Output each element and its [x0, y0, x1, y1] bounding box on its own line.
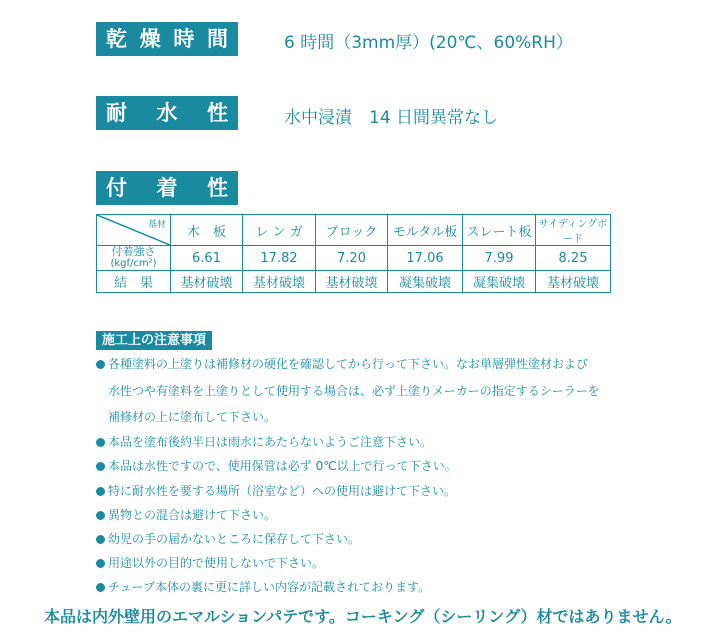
- list-item: [96, 530, 360, 547]
- table-header-row: [97, 215, 611, 246]
- row-label-strength: [97, 246, 171, 271]
- header-cell: レ ン ガ: [243, 215, 316, 246]
- label-char: 性: [207, 176, 228, 200]
- note-text: 異物との混合は避けて下さい。: [108, 508, 277, 522]
- bullet-icon: [96, 360, 105, 369]
- header-cell: ブロック: [316, 215, 388, 246]
- note-text: 水性つや有塗料を上塗りとして使用する場合は、必ず上塗りメーカーの指定するシーラーを: [108, 384, 600, 398]
- adhesion-table: [96, 214, 611, 293]
- bullet-icon: [96, 487, 105, 496]
- table-cell: 6.61: [171, 246, 243, 271]
- notes-title: 施工上の注意事項: [96, 331, 212, 350]
- bullet-icon: [96, 559, 105, 568]
- label-char: 時: [173, 27, 195, 51]
- list-item: [96, 433, 432, 450]
- list-item: [96, 457, 457, 474]
- note-text: 本品を塗布後約半日は雨水にあたらないようご注意下さい。: [108, 435, 433, 449]
- header-cell: 木 板: [171, 215, 243, 246]
- bullet-icon: [96, 535, 105, 544]
- label-char: 着: [156, 176, 178, 200]
- note-text: 用途以外の目的で使用しないで下さい。: [108, 556, 325, 570]
- table-cell: 基材破壊: [536, 271, 611, 293]
- label-char: 性: [207, 101, 228, 125]
- strength-label: 付着強さ: [111, 245, 156, 258]
- note-text: 各種塗料の上塗りは補修材の硬化を確認してから行って下さい。なお単層弾性塗材および: [108, 357, 589, 371]
- bullet-icon: [96, 462, 105, 471]
- bullet-icon: [96, 511, 105, 520]
- list-item: [96, 578, 430, 595]
- spec-label-adhesion: [96, 171, 238, 205]
- strength-unit: (kgf/cm²): [110, 258, 157, 269]
- label-char: 付: [106, 176, 127, 200]
- table-cell: 基材破壊: [316, 271, 388, 293]
- list-item: [96, 554, 324, 571]
- bullet-icon: [96, 583, 105, 592]
- list-item: [96, 355, 588, 372]
- table-cell: 7.99: [463, 246, 536, 271]
- water-resistance-value: 水中浸漬 14 日間異常なし: [284, 108, 499, 128]
- table-row-result: [97, 271, 611, 293]
- label-char: 間: [206, 27, 228, 51]
- note-text: 幼児の手の届かないところに保存して下さい。: [108, 532, 361, 546]
- row-label-result: 結 果: [97, 271, 171, 293]
- label-char: 燥: [139, 27, 161, 51]
- table-corner-cell: [97, 215, 171, 246]
- bullet-icon: [96, 438, 105, 447]
- note-text: チューブ本体の裏に更に詳しい内容が記載されております。: [108, 580, 431, 594]
- header-cell: スレート板: [463, 215, 536, 246]
- table-cell: 17.06: [388, 246, 463, 271]
- header-cell: サイディングボード: [536, 215, 611, 246]
- table-cell: 基材破壊: [171, 271, 243, 293]
- table-cell: 基材破壊: [243, 271, 316, 293]
- table-cell: 17.82: [243, 246, 316, 271]
- list-item: [96, 506, 276, 523]
- note-text: 特に耐水性を要する場所（浴室など）への使用は避けて下さい。: [108, 484, 457, 498]
- list-item: [108, 382, 600, 399]
- list-item: [108, 408, 276, 425]
- table-cell: 7.20: [316, 246, 388, 271]
- spec-label-drying-time: [96, 22, 238, 56]
- footer-notice: 本品は内外壁用のエマルションパテです。コーキング（シーリング）材ではありません。: [44, 607, 682, 626]
- table-cell: 凝集破壊: [388, 271, 463, 293]
- table-row-strength: [97, 246, 611, 271]
- note-text: 補修材の上に塗布して下さい。: [108, 410, 277, 424]
- note-text: 本品は水性ですので、使用保管は必ず 0℃以上で行って下さい。: [108, 459, 457, 473]
- drying-time-value: 6 時間（3mm厚）(20℃、60%RH）: [284, 33, 573, 53]
- list-item: [96, 482, 456, 499]
- table-cell: 凝集破壊: [463, 271, 536, 293]
- spec-label-water-resistance: [96, 96, 238, 130]
- table-cell: 8.25: [536, 246, 611, 271]
- corner-label: 基材: [147, 220, 166, 230]
- label-char: 水: [156, 101, 178, 125]
- label-char: 耐: [106, 101, 127, 125]
- label-char: 乾: [106, 27, 127, 51]
- header-cell: モルタル板: [388, 215, 463, 246]
